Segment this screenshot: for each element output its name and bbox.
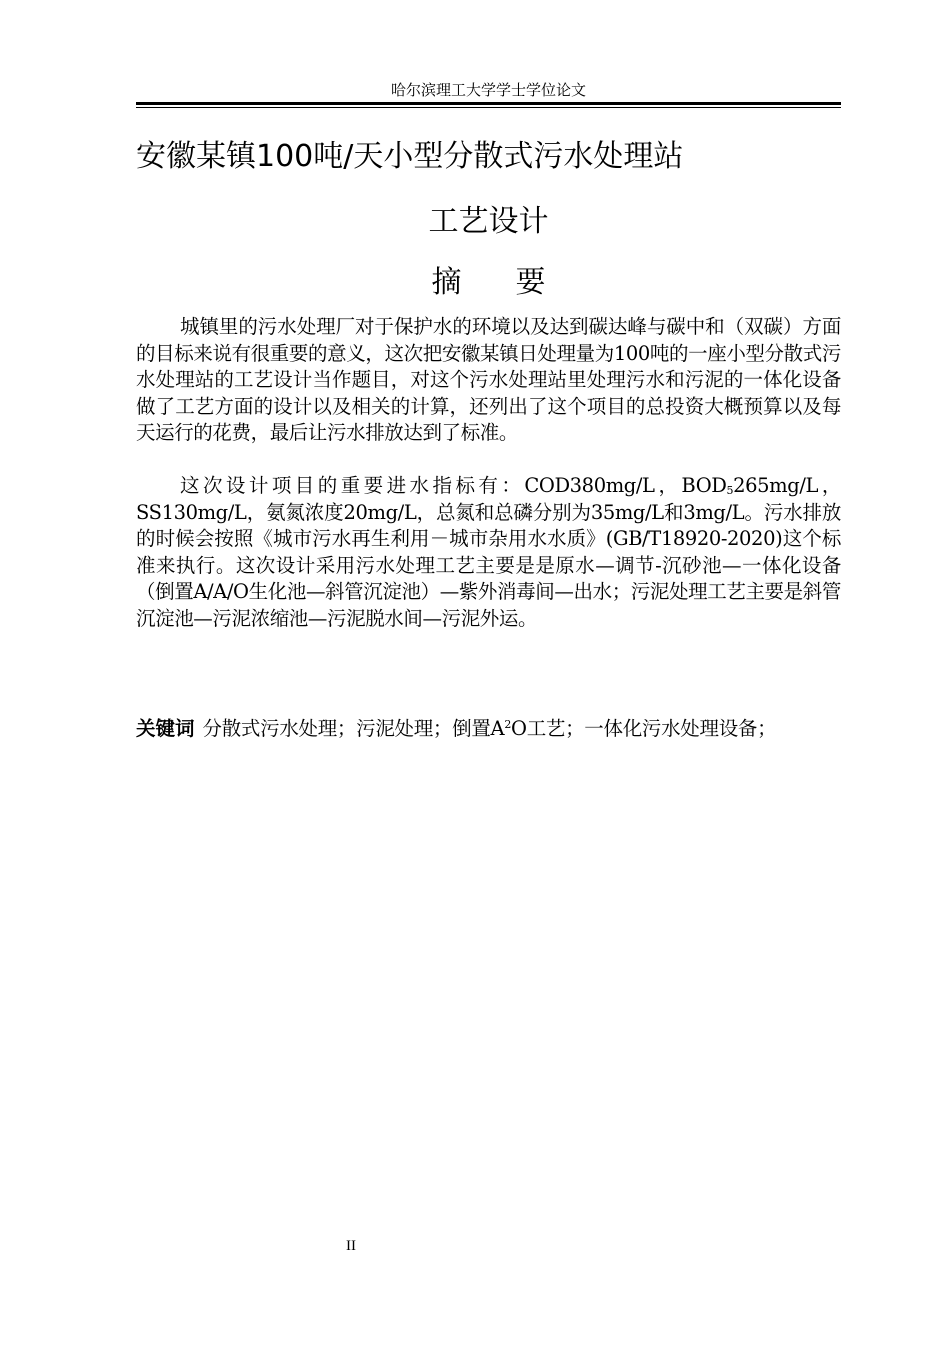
abstract-paragraph-2-part-b: 265mg/L，SS130mg/L，氨氮浓度20mg/L，总氮和总磷分别为35mg/L和3mg/L。污水排放的时候会按照《城市污水再生利用－城市杂用水水质》(GB/T18920-2020)这个标准来执行。这次设计采用污水处理工艺主要是是原水—调节-沉砂池—一体化设备（倒置A/A/O生化池—斜管沉淀池）—紫外消毒间—出水；污泥处理工艺主要是斜管沉淀池—污泥浓缩池—污泥脱水间—污泥外运。 — [136, 474, 842, 630]
header-rule-thick — [136, 102, 841, 105]
running-header: 哈尔滨理工大学学士学位论文 — [390, 81, 586, 99]
bod-subscript: 5 — [726, 484, 734, 497]
abstract-paragraph-2 — [136, 473, 841, 632]
a2o-superscript: 2 — [504, 718, 512, 731]
keywords-text-part-a: 分散式污水处理；污泥处理；倒置A — [202, 717, 505, 740]
header-rule-thin — [136, 107, 841, 108]
abstract-paragraph-1: 城镇里的污水处理厂对于保护水的环境以及达到碳达峰与碳中和（双碳）方面的目标来说有很重要的意义，这次把安徽某镇日处理量为100吨的一座小型分散式污水处理站的工艺设计当作题目，对这个污水处理站里处理污水和污泥的一体化设备做了工艺方面的设计以及相关的计算，还列出了这个项目的总投资大概预算以及每天运行的花费，最后让污水排放达到了标准。 — [136, 315, 841, 444]
keywords-label: 关键词 — [136, 717, 195, 740]
abstract-paragraph-2-part-a: 这次设计项目的重要进水指标有：COD380mg/L，BOD — [180, 474, 727, 497]
thesis-title-line-2: 工艺设计 — [428, 204, 549, 239]
page-number: II — [346, 1238, 356, 1254]
thesis-title-line-1: 安徽某镇100吨/天小型分散式污水处理站 — [136, 139, 684, 174]
keywords-section — [136, 710, 841, 747]
abstract-heading: 摘要 — [431, 265, 600, 300]
keywords-text-part-b: O工艺；一体化污水处理设备； — [511, 717, 777, 740]
